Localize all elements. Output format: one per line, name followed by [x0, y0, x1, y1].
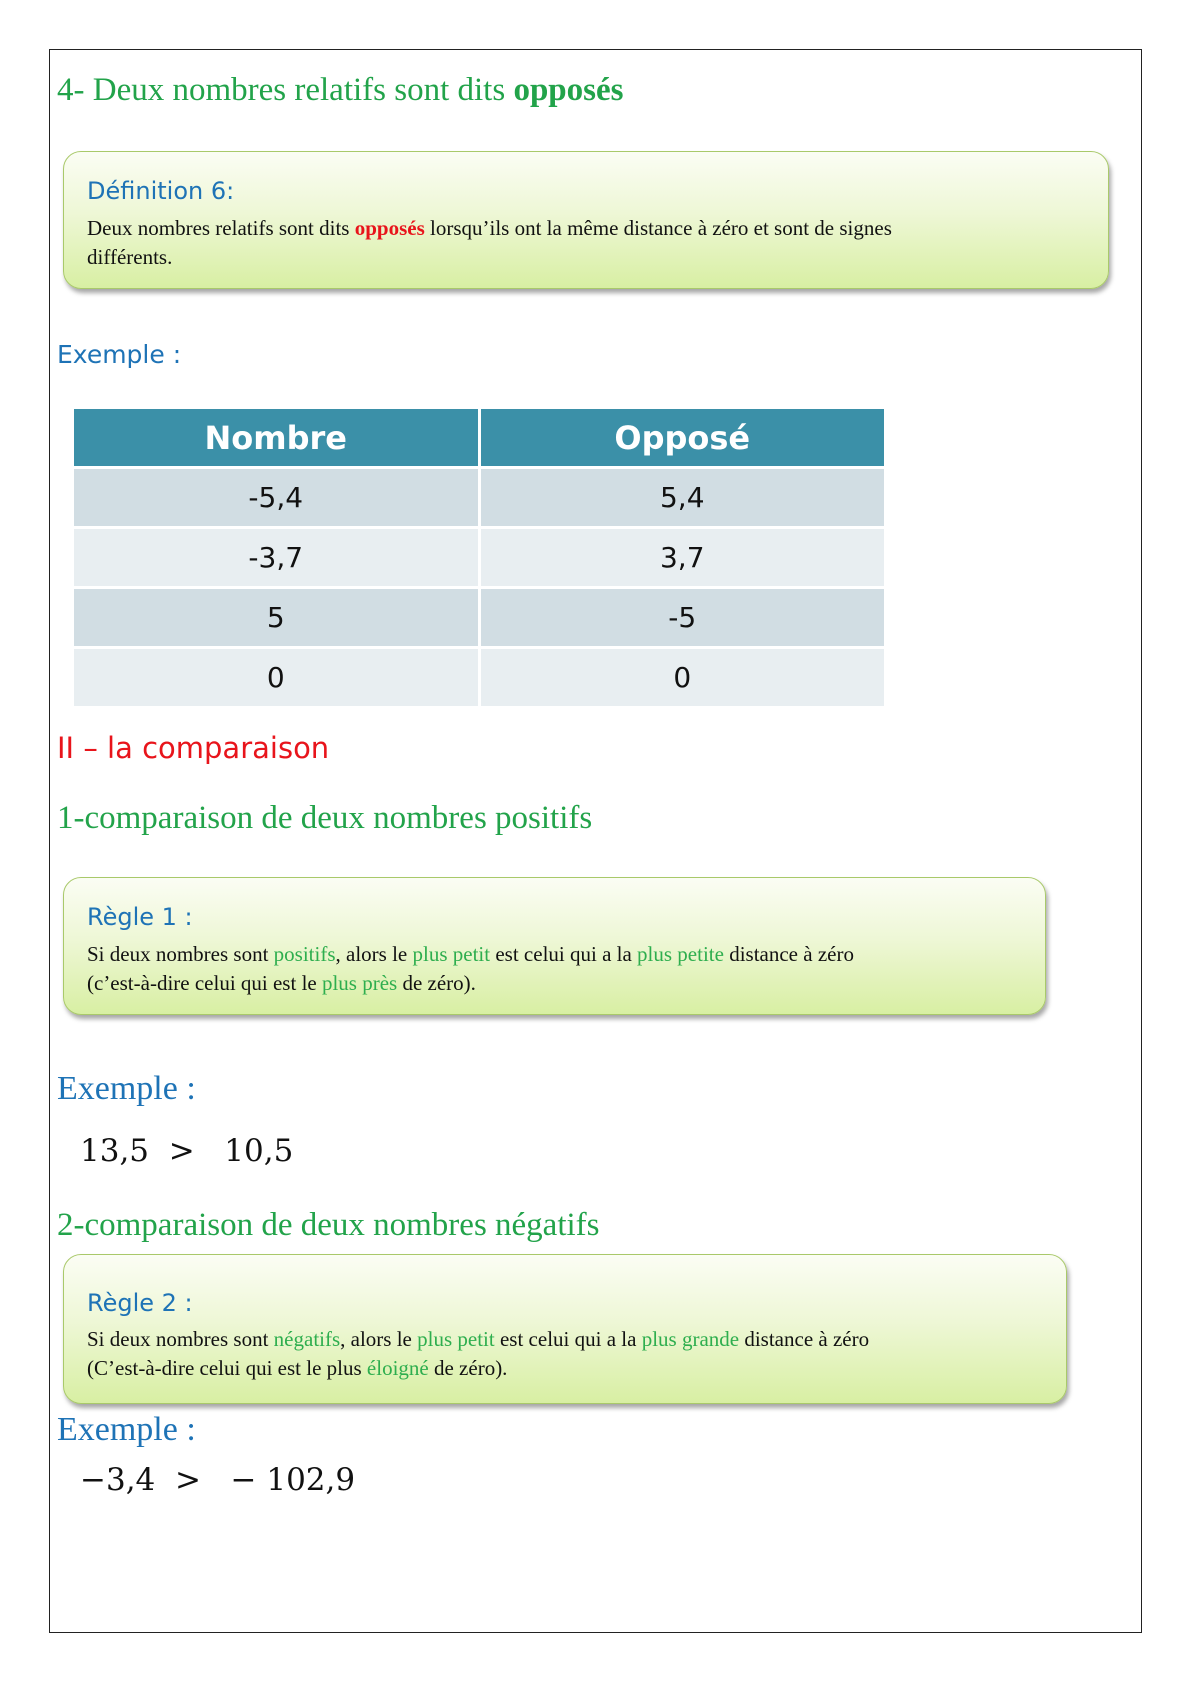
rule-2-title: Règle 2 : — [87, 1289, 193, 1317]
table-cell: -3,7 — [74, 528, 479, 588]
part-2-title: II – la comparaison — [57, 731, 330, 765]
table-row — [74, 468, 884, 528]
table-header-row — [74, 409, 884, 468]
definition-6-box — [63, 151, 1109, 289]
table-cell: 5 — [74, 588, 479, 648]
table-row — [74, 528, 884, 588]
rule-2-box — [63, 1254, 1067, 1404]
table-cell: -5,4 — [74, 468, 479, 528]
opposites-table — [74, 409, 884, 706]
example-2-inequality: 13,5 > 10,5 — [80, 1133, 294, 1169]
rule-1-box — [63, 877, 1046, 1015]
example-3-label: Exemple : — [57, 1411, 196, 1448]
table-cell: -5 — [479, 588, 884, 648]
section-positive-title: 1-comparaison de deux nombres positifs — [57, 800, 593, 836]
table-row — [74, 588, 884, 648]
section-4-title: 4- Deux nombres relatifs sont dits opposés — [57, 72, 624, 108]
section-negative-title: 2-comparaison de deux nombres négatifs — [57, 1207, 600, 1243]
example-2-label: Exemple : — [57, 1070, 196, 1107]
header-oppose: Opposé — [479, 409, 884, 468]
table-row — [74, 648, 884, 707]
rule-1-line-1: Si deux nombres sont positifs, alors le plus petit est celui qui a la plus petite distance à zéro — [87, 942, 854, 966]
definition-6-title: Définition 6: — [87, 177, 235, 205]
table-cell: 3,7 — [479, 528, 884, 588]
rule-2-line-1: Si deux nombres sont négatifs, alors le plus petit est celui qui a la plus grande distance à zéro — [87, 1327, 870, 1351]
table-cell: 5,4 — [479, 468, 884, 528]
rule-1-title: Règle 1 : — [87, 903, 193, 931]
rule-2-line-2: (C’est-à-dire celui qui est le plus éloigné de zéro). — [87, 1356, 508, 1380]
table-cell: 0 — [479, 648, 884, 707]
header-nombre: Nombre — [74, 409, 479, 468]
definition-6-line-2: différents. — [87, 245, 173, 269]
example-1-label: Exemple : — [57, 340, 182, 369]
table-cell: 0 — [74, 648, 479, 707]
example-3-inequality: −3,4 > − 102,9 — [80, 1462, 356, 1498]
rule-1-line-2: (c’est-à-dire celui qui est le plus près de zéro). — [87, 971, 476, 995]
definition-6-line-1: Deux nombres relatifs sont dits opposés lorsqu’ils ont la même distance à zéro et sont de signes — [87, 216, 892, 240]
